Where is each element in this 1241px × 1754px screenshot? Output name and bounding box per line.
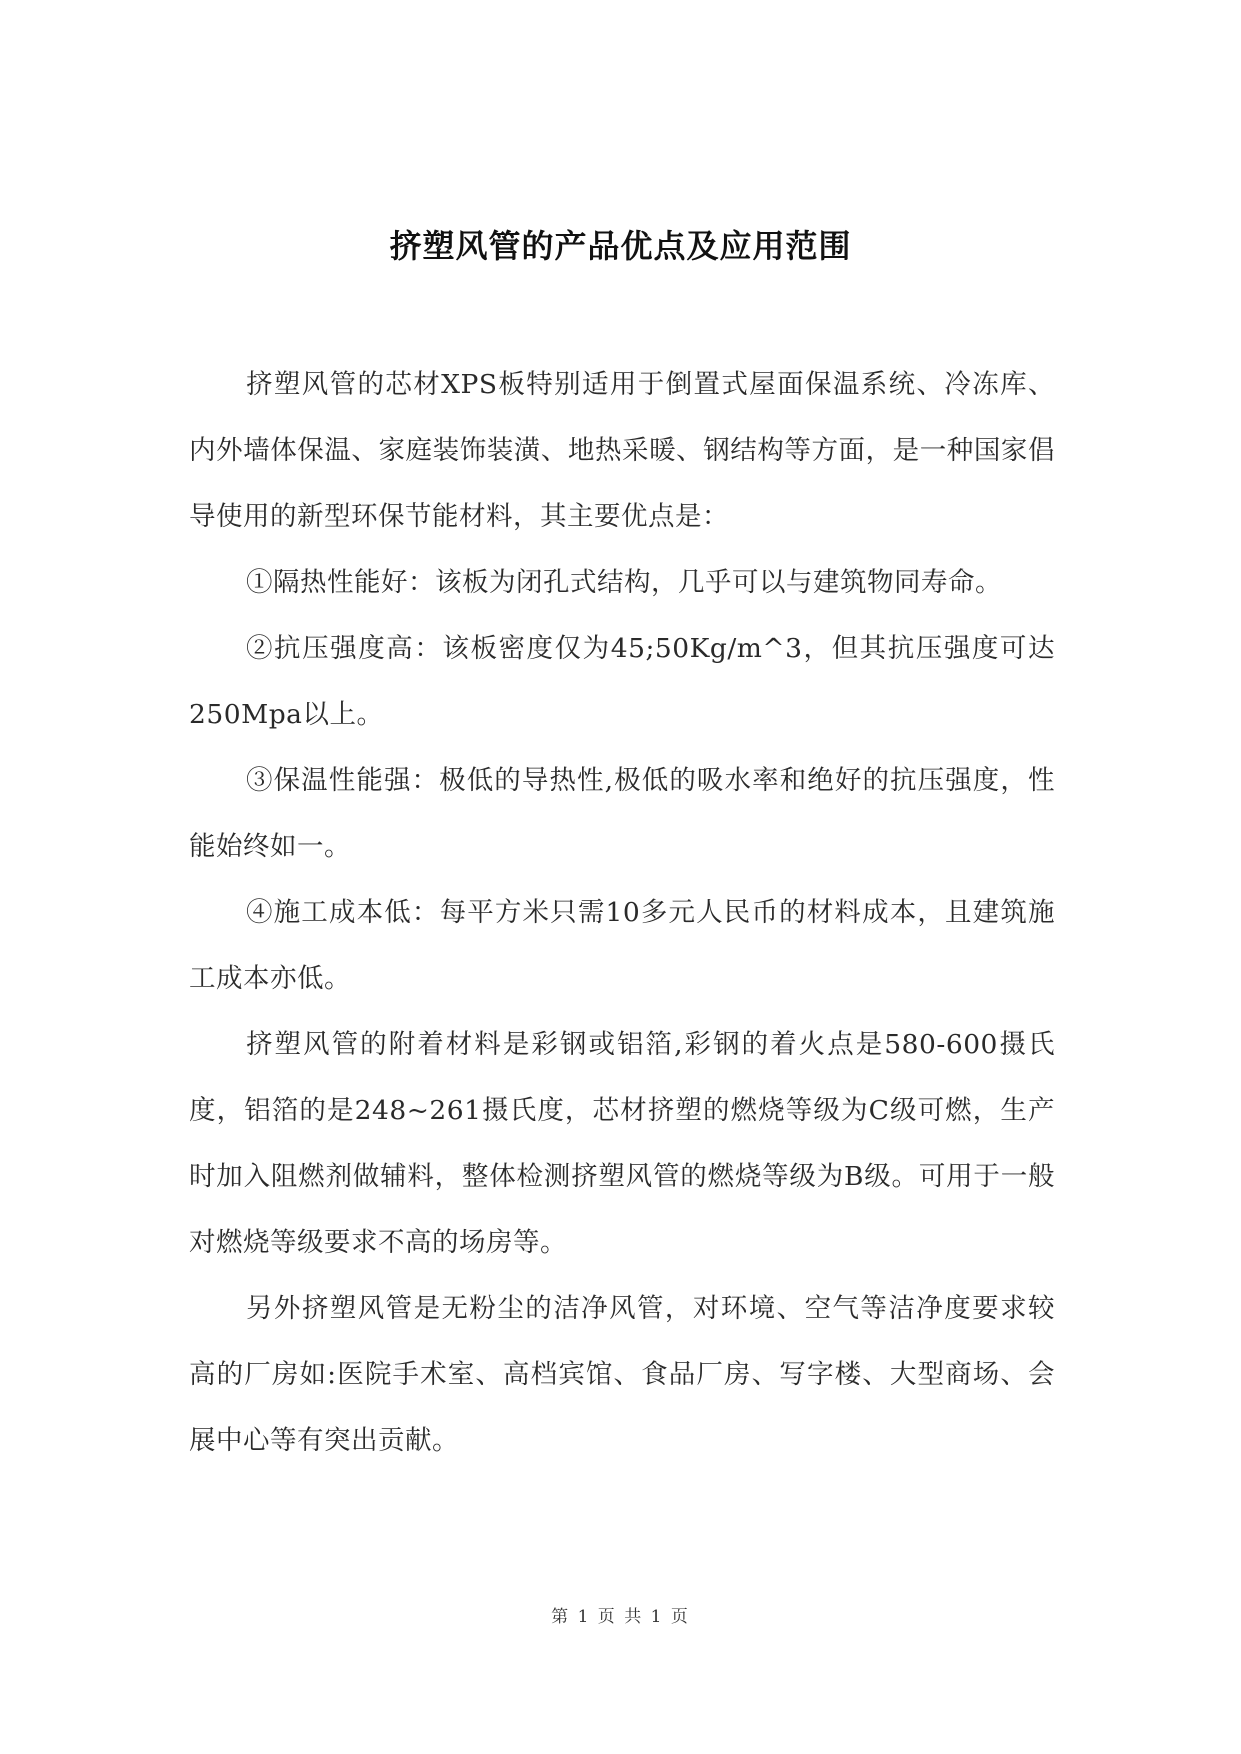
advantage-cost-paragraph: ④施工成本低：每平方米只需10多元人民币的材料成本，且建筑施工成本亦低。 (189, 897, 1055, 994)
document-body (189, 352, 1055, 1474)
page-number-footer: 第 1 页 共 1 页 (551, 1607, 690, 1627)
advantage-thermal-paragraph: ③保温性能强：极低的导热性,极低的吸水率和绝好的抗压强度，性能始终如一。 (189, 765, 1055, 862)
document-title: 挤塑风管的产品优点及应用范围 (389, 227, 852, 265)
intro-paragraph: 挤塑风管的芯材XPS板特别适用于倒置式屋面保温系统、冷冻库、内外墙体保温、家庭装饰装潢、地热采暖、钢结构等方面，是一种国家倡导使用的新型环保节能材料，其主要优点是： (189, 369, 1055, 532)
fire-rating-paragraph: 挤塑风管的附着材料是彩钢或铝箔,彩钢的着火点是580-600摄氏度，铝箔的是248~261摄氏度，芯材挤塑的燃烧等级为C级可燃，生产时加入阻燃剂做辅料，整体检测挤塑风管的燃烧等级为B级。可用于一般对燃烧等级要求不高的场房等。 (189, 1029, 1055, 1258)
advantage-compression-paragraph: ②抗压强度高：该板密度仅为45;50Kg/m^3，但其抗压强度可达250Mpa以上。 (189, 633, 1055, 730)
advantage-insulation-paragraph: ①隔热性能好：该板为闭孔式结构，几乎可以与建筑物同寿命。 (246, 567, 1002, 598)
application-paragraph: 另外挤塑风管是无粉尘的洁净风管，对环境、空气等洁净度要求较高的厂房如:医院手术室、高档宾馆、食品厂房、写字楼、大型商场、会展中心等有突出贡献。 (189, 1293, 1055, 1456)
